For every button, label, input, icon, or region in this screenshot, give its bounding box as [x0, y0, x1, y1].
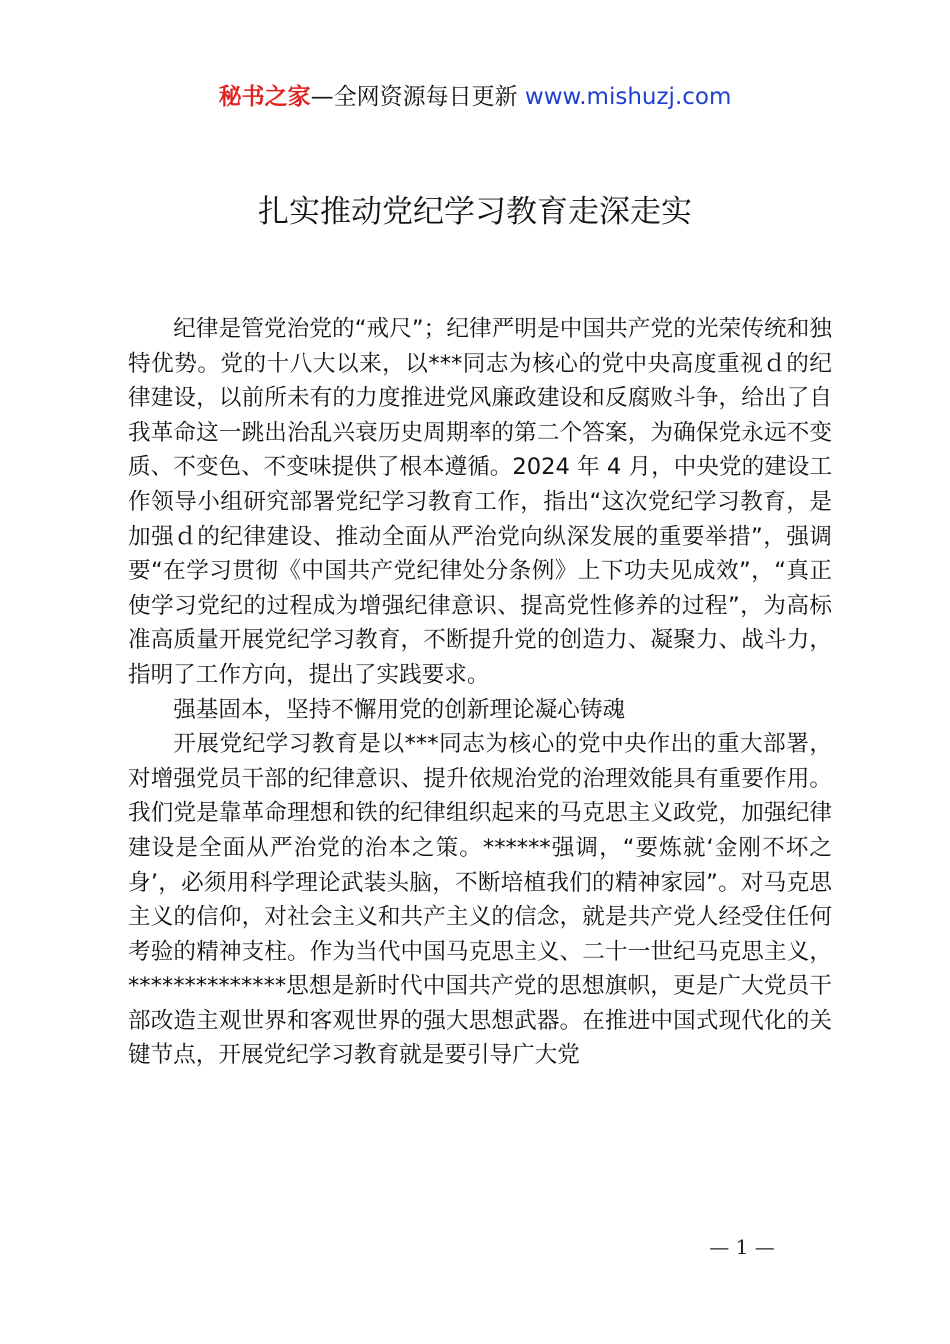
site-brand: 秘书之家 [218, 84, 311, 110]
document-body [128, 312, 832, 1073]
body-paragraph: 开展党纪学习教育是以***同志为核心的党中央作出的重大部署，对增强党员干部的纪律意识、提升依规治党的治理效能具有重要作用。我们党是靠革命理想和铁的纪律组织起来的马克思主义政党，加强纪律建设是全面从严治党的治本之策。******强调，“要炼就‘金刚不坏之身’，必须用科学理论武装头脑，不断培植我们的精神家园”。对马克思主义的信仰，对社会主义和共产主义的信念，就是共产党人经受住任何考验的精神支柱。作为当代中国马克思主义、二十一世纪马克思主义，**************思想是新时代中国共产党的思想旗帜，更是广大党员干部改造主观世界和客观世界的强大思想武器。在推进中国式现代化的关键节点，开展党纪学习教育就是要引导广大党 [128, 731, 832, 1069]
site-tagline: —全网资源每日更新 [310, 84, 518, 110]
page-number: — 1 — [709, 1235, 775, 1259]
site-header [0, 80, 950, 114]
body-paragraph: 纪律是管党治党的“戒尺”；纪律严明是中国共产党的光荣传统和独特优势。党的十八大以来，以***同志为核心的党中央高度重视ｄ的纪律建设，以前所未有的力度推进党风廉政建设和反腐败斗争，给出了自我革命这一跳出治乱兴衰历史周期率的第二个答案，为确保党永远不变质、不变色、不变味提供了根本遵循。2024 年 4 月，中央党的建设工作领导小组研究部署党纪学习教育工作，指出“这次党纪学习教育，是加强ｄ的纪律建设、推动全面从严治党向纵深发展的重要举措”，强调要“在学习贯彻《中国共产党纪律处分条例》上下功夫见成效”，“真正使学习党纪的过程成为增强纪律意识、提高党性修养的过程”，为高标准高质量开展党纪学习教育，不断提升党的创造力、凝聚力、战斗力，指明了工作方向，提出了实践要求。 [128, 316, 832, 688]
document-title: 扎实推动党纪学习教育走深走实 [258, 194, 692, 230]
section-heading: 强基固本，坚持不懈用党的创新理论凝心铸魂 [173, 696, 626, 723]
site-url-link[interactable]: www.mishuzj.com [524, 84, 732, 110]
